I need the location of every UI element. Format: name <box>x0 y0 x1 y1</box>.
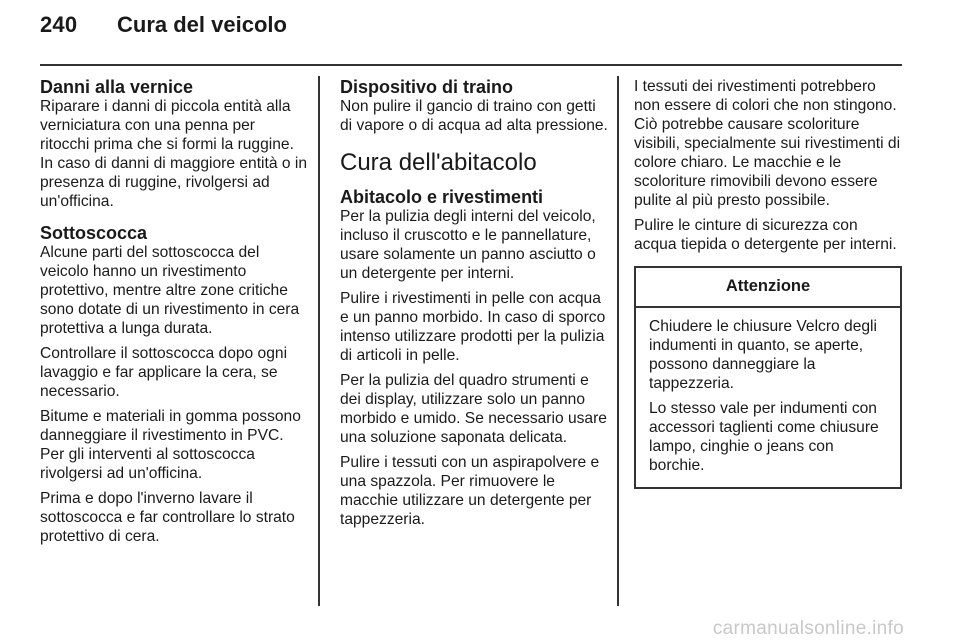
caution-body <box>636 308 900 487</box>
section-paint-damage <box>40 77 308 211</box>
section-heading: Abitacolo e rivestimenti <box>340 187 544 207</box>
paragraph: Controllare il sottoscocca dopo ogni lavaggio e far applicare la cera, se necessario. <box>40 345 288 400</box>
paragraph: Chiudere le chiusure Velcro degli indumenti in quanto, se aperte, possono danneggiare la tappezzeria. <box>649 318 877 392</box>
header-divider <box>40 64 902 66</box>
section-towing-device <box>340 77 608 135</box>
caution-title: Attenzione <box>636 268 900 308</box>
column-middle <box>340 77 608 537</box>
page-number: 240 <box>40 12 78 37</box>
caution-box <box>634 266 902 489</box>
paragraph: Pulire i rivestimenti in pelle con acqua e un panno morbido. In caso di sporco intenso utilizzare prodotti per la pulizia di articoli in pelle. <box>340 290 606 364</box>
section-underbody <box>40 223 308 546</box>
section-heading: Sottoscocca <box>40 223 148 243</box>
section-heading: Dispositivo di traino <box>340 77 514 97</box>
paragraph: Non pulire il gancio di traino con getti di vapore o di acqua ad alta pressione. <box>340 98 608 134</box>
column-right <box>634 77 902 489</box>
paragraph: Per la pulizia del quadro strumenti e dei display, utilizzare solo un panno morbido e umido. Se necessario usare una soluzione saponata delicata. <box>340 372 607 446</box>
column-divider <box>318 76 320 606</box>
paragraph: Prima e dopo l'inverno lavare il sottoscocca e far controllare lo strato protettivo di cera. <box>40 490 295 545</box>
paragraph: Riparare i danni di piccola entità alla verniciatura con una penna per ritocchi prima che si formi la ruggine. In caso di danni di maggiore entità o in presenza di ruggine, rivolgersi ad un'officina. <box>40 98 307 210</box>
page-title: Cura del veicolo <box>117 12 287 37</box>
paragraph: I tessuti dei rivestimenti potrebbero non essere di colori che non stingono. Ciò potrebbe causare scoloriture visibili, specialmente sui rivestimenti di colore chiaro. Le macchie e le scoloriture rimovibili devono essere pulite al più presto possibile. <box>634 78 901 209</box>
watermark: carmanualsonline.info <box>712 618 904 639</box>
paragraph: Per la pulizia degli interni del veicolo, incluso il cruscotto e le pannellature, usare solamente un panno asciutto o un detergente per interni. <box>340 208 596 282</box>
column-divider <box>617 76 619 606</box>
paragraph: Alcune parti del sottoscocca del veicolo hanno un rivestimento protettivo, mentre altre zone critiche sono dotate di un rivestimento in cera protettiva a lunga durata. <box>40 244 300 337</box>
paragraph: Lo stesso vale per indumenti con accessori taglienti come chiusure lampo, cinghie o jeans con borchie. <box>649 400 879 474</box>
section-heading: Danni alla vernice <box>40 77 194 97</box>
paragraph: Pulire le cinture di sicurezza con acqua tiepida o detergente per interni. <box>634 217 897 253</box>
paragraph: Pulire i tessuti con un aspirapolvere e una spazzola. Per rimuovere le macchie utilizzare un detergente per tappezzeria. <box>340 454 600 528</box>
column-left <box>40 77 308 554</box>
chapter-heading: Cura dell'abitacolo <box>340 149 537 176</box>
paragraph: Bitume e materiali in gomma possono danneggiare il rivestimento in PVC. Per gli interventi al sottoscocca rivolgersi ad un'officina. <box>40 408 301 482</box>
section-interior <box>340 187 608 529</box>
